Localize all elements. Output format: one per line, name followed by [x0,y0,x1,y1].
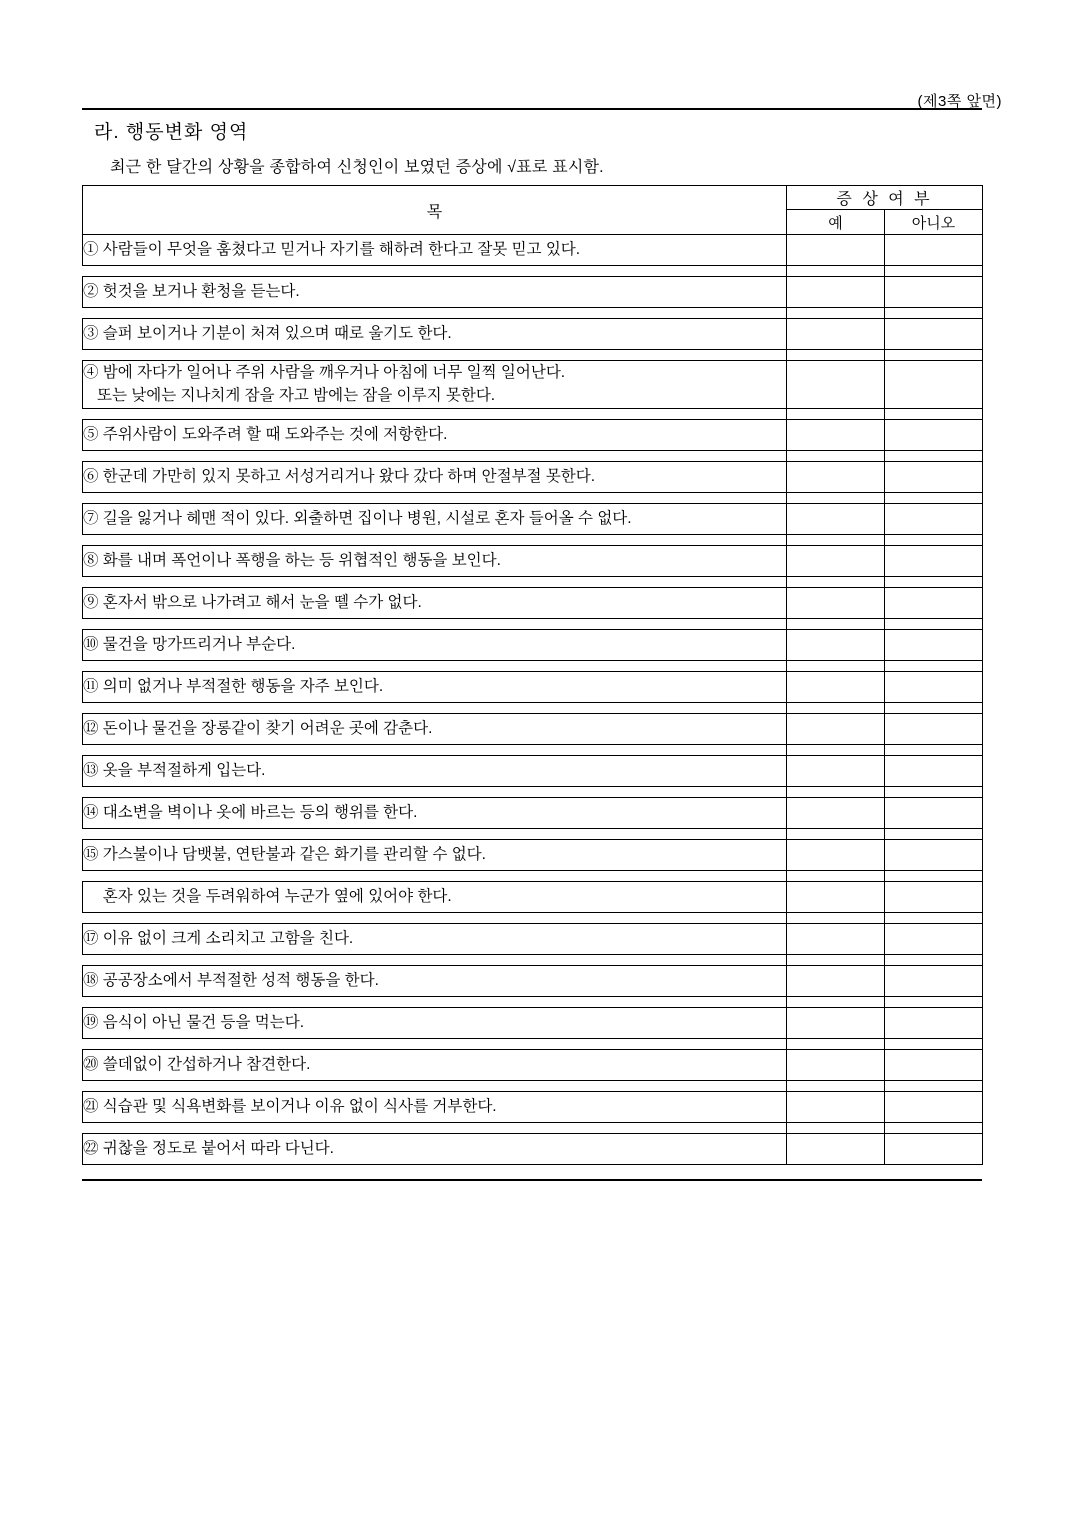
row-spacer-no [885,1080,983,1091]
row-spacer [83,870,983,881]
answer-cell-no[interactable] [885,923,983,954]
row-spacer-no [885,408,983,419]
row-spacer-yes [787,1080,885,1091]
row-spacer-text [83,408,787,419]
question-text: ⑨ 혼자서 밖으로 나가려고 해서 눈을 뗄 수가 없다. [83,587,787,618]
row-spacer-yes [787,996,885,1007]
answer-cell-no[interactable] [885,881,983,912]
answer-cell-yes[interactable] [787,1091,885,1122]
answer-cell-no[interactable] [885,797,983,828]
row-spacer-no [885,266,983,277]
row-spacer-no [885,576,983,587]
answer-cell-no[interactable] [885,461,983,492]
answer-cell-yes[interactable] [787,1049,885,1080]
row-spacer [83,1080,983,1091]
question-text: ⑦ 길을 잃거나 헤맨 적이 있다. 외출하면 집이나 병원, 시설로 혼자 들어올 수 없다. [83,503,787,534]
row-spacer-text [83,786,787,797]
row-spacer [83,786,983,797]
row-spacer [83,308,983,319]
answer-cell-no[interactable] [885,965,983,996]
question-text: ① 사람들이 무엇을 훔쳤다고 믿거나 자기를 해하려 한다고 잘못 믿고 있다. [83,235,787,266]
question-text: ㉑ 식습관 및 식욕변화를 보이거나 이유 없이 식사를 거부한다. [83,1091,787,1122]
section-title: 라. 행동변화 영역 [94,122,249,143]
row-spacer-yes [787,408,885,419]
row-spacer-yes [787,266,885,277]
row-spacer-text [83,702,787,713]
header-item: 목 [83,186,787,235]
question-text: ⑬ 옷을 부적절하게 입는다. [83,755,787,786]
question-text-line1: ④ 밤에 자다가 일어나 주위 사람을 깨우거나 아침에 너무 일찍 일어난다. [83,364,566,381]
answer-cell-yes[interactable] [787,629,885,660]
row-spacer-no [885,786,983,797]
row-spacer-no [885,660,983,671]
table-header-row [83,186,983,210]
answer-cell-yes[interactable] [787,361,885,409]
table-row [83,319,983,350]
answer-cell-no[interactable] [885,587,983,618]
question-text-line2: 또는 낮에는 지나치게 잠을 자고 밤에는 잠을 이루지 못한다. [97,387,496,405]
answer-cell-yes[interactable] [787,277,885,308]
row-spacer-yes [787,576,885,587]
answer-cell-no[interactable] [885,755,983,786]
answer-cell-yes[interactable] [787,1133,885,1164]
table-row [83,461,983,492]
row-spacer [83,618,983,629]
answer-cell-no[interactable] [885,1133,983,1164]
question-text: ⑪ 의미 없거나 부적절한 행동을 자주 보인다. [83,671,787,702]
row-spacer-no [885,492,983,503]
row-spacer-no [885,702,983,713]
header-no: 아니오 [885,210,983,235]
row-spacer [83,534,983,545]
row-spacer [83,912,983,923]
row-spacer-text [83,534,787,545]
row-spacer [83,492,983,503]
row-spacer-yes [787,308,885,319]
row-spacer-text [83,1038,787,1049]
row-spacer [83,702,983,713]
row-spacer-yes [787,534,885,545]
answer-cell-no[interactable] [885,839,983,870]
table-row [83,713,983,744]
question-text: ⑲ 음식이 아닌 물건 등을 먹는다. [83,1007,787,1038]
answer-cell-no[interactable] [885,419,983,450]
row-spacer [83,828,983,839]
answer-cell-no[interactable] [885,629,983,660]
row-spacer-text [83,996,787,1007]
row-spacer-yes [787,912,885,923]
answer-cell-yes[interactable] [787,1007,885,1038]
row-spacer-no [885,954,983,965]
header-symptom-group: 증 상 여 부 [787,186,983,210]
row-spacer-text [83,308,787,319]
answer-cell-yes[interactable] [787,235,885,266]
row-spacer-no [885,912,983,923]
table-row [83,1049,983,1080]
answer-cell-no[interactable] [885,1091,983,1122]
row-spacer-yes [787,870,885,881]
row-spacer-no [885,1038,983,1049]
question-text: ⑭ 대소변을 벽이나 옷에 바르는 등의 행위를 한다. [83,797,787,828]
table-row [83,839,983,870]
answer-cell-no[interactable] [885,503,983,534]
row-spacer-no [885,308,983,319]
form-content [82,108,982,1181]
behavior-change-table [82,185,983,1165]
row-spacer-text [83,576,787,587]
row-spacer [83,996,983,1007]
table-row [83,1133,983,1164]
table-row [83,755,983,786]
answer-cell-no[interactable] [885,235,983,266]
row-spacer-yes [787,744,885,755]
row-spacer-text [83,660,787,671]
row-spacer [83,576,983,587]
page-marker: (제3쪽 앞면) [917,93,1002,110]
question-text: ⑱ 공공장소에서 부적절한 성적 행동을 한다. [83,965,787,996]
row-spacer-yes [787,702,885,713]
table-row [83,419,983,450]
row-spacer [83,350,983,361]
row-spacer-no [885,534,983,545]
question-text: ⑥ 한군데 가만히 있지 못하고 서성거리거나 왔다 갔다 하며 안절부절 못한다. [83,461,787,492]
section-instruction: 최근 한 달간의 상황을 종합하여 신청인이 보였던 증상에 √표로 표시함. [110,159,604,176]
row-spacer [83,954,983,965]
question-text: ⑫ 돈이나 물건을 장롱같이 찾기 어려운 곳에 감춘다. [83,713,787,744]
row-spacer-no [885,828,983,839]
row-spacer [83,744,983,755]
table-row [83,503,983,534]
row-spacer-no [885,618,983,629]
row-spacer-yes [787,1038,885,1049]
answer-cell-yes[interactable] [787,587,885,618]
row-spacer [83,1038,983,1049]
answer-cell-yes[interactable] [787,965,885,996]
row-spacer-text [83,828,787,839]
row-spacer [83,408,983,419]
row-spacer-yes [787,828,885,839]
answer-cell-yes[interactable] [787,461,885,492]
row-spacer [83,1122,983,1133]
answer-cell-yes[interactable] [787,319,885,350]
row-spacer [83,660,983,671]
row-spacer-text [83,1122,787,1133]
row-spacer-text [83,744,787,755]
row-spacer-yes [787,450,885,461]
answer-cell-no[interactable] [885,545,983,576]
question-text: ⑰ 이유 없이 크게 소리치고 고함을 친다. [83,923,787,954]
bottom-divider [82,1179,982,1181]
row-spacer-text [83,450,787,461]
row-spacer-text [83,618,787,629]
row-spacer-no [885,870,983,881]
row-spacer-text [83,954,787,965]
answer-cell-no[interactable] [885,319,983,350]
table-row [83,1007,983,1038]
question-text: ⑮ 가스불이나 담뱃불, 연탄불과 같은 화기를 관리할 수 없다. [83,839,787,870]
table-row [83,277,983,308]
question-text: ⑳ 쓸데없이 간섭하거나 참견한다. [83,1049,787,1080]
table-row [83,797,983,828]
question-text: ⑩ 물건을 망가뜨리거나 부순다. [83,629,787,660]
row-spacer-text [83,350,787,361]
table-row [83,587,983,618]
answer-cell-yes[interactable] [787,923,885,954]
table-row [83,629,983,660]
answer-cell-no[interactable] [885,361,983,409]
table-row [83,881,983,912]
answer-cell-no[interactable] [885,713,983,744]
table-row [83,923,983,954]
answer-cell-no[interactable] [885,1007,983,1038]
row-spacer-text [83,870,787,881]
row-spacer [83,266,983,277]
row-spacer-text [83,492,787,503]
row-spacer-text [83,1080,787,1091]
row-spacer-no [885,1122,983,1133]
answer-cell-yes[interactable] [787,713,885,744]
question-text: ⑧ 화를 내며 폭언이나 폭행을 하는 등 위협적인 행동을 보인다. [83,545,787,576]
top-divider [82,108,982,110]
answer-cell-yes[interactable] [787,419,885,450]
answer-cell-no[interactable] [885,277,983,308]
table-row [83,235,983,266]
answer-cell-no[interactable] [885,671,983,702]
answer-cell-yes[interactable] [787,755,885,786]
question-text: 혼자 있는 것을 두려워하여 누군가 옆에 있어야 한다. [83,881,787,912]
answer-cell-yes[interactable] [787,545,885,576]
row-spacer-yes [787,1122,885,1133]
row-spacer-yes [787,492,885,503]
answer-cell-yes[interactable] [787,839,885,870]
row-spacer-yes [787,350,885,361]
row-spacer-no [885,996,983,1007]
answer-cell-yes[interactable] [787,503,885,534]
answer-cell-no[interactable] [885,1049,983,1080]
row-spacer-no [885,744,983,755]
question-text: ㉒ 귀찮을 정도로 붙어서 따라 다닌다. [83,1133,787,1164]
question-text: ⑤ 주위사람이 도와주려 할 때 도와주는 것에 저항한다. [83,419,787,450]
row-spacer-no [885,450,983,461]
row-spacer-text [83,912,787,923]
question-text [83,361,787,409]
row-spacer-text [83,266,787,277]
table-row [83,361,983,409]
question-text: ③ 슬퍼 보이거나 기분이 처져 있으며 때로 울기도 한다. [83,319,787,350]
row-spacer-yes [787,618,885,629]
row-spacer [83,450,983,461]
row-spacer-no [885,350,983,361]
table-row [83,965,983,996]
header-yes: 예 [787,210,885,235]
answer-cell-yes[interactable] [787,881,885,912]
row-spacer-yes [787,786,885,797]
answer-cell-yes[interactable] [787,797,885,828]
question-text: ② 헛것을 보거나 환청을 듣는다. [83,277,787,308]
table-row [83,1091,983,1122]
answer-cell-yes[interactable] [787,671,885,702]
table-row [83,671,983,702]
row-spacer-yes [787,954,885,965]
table-row [83,545,983,576]
row-spacer-yes [787,660,885,671]
